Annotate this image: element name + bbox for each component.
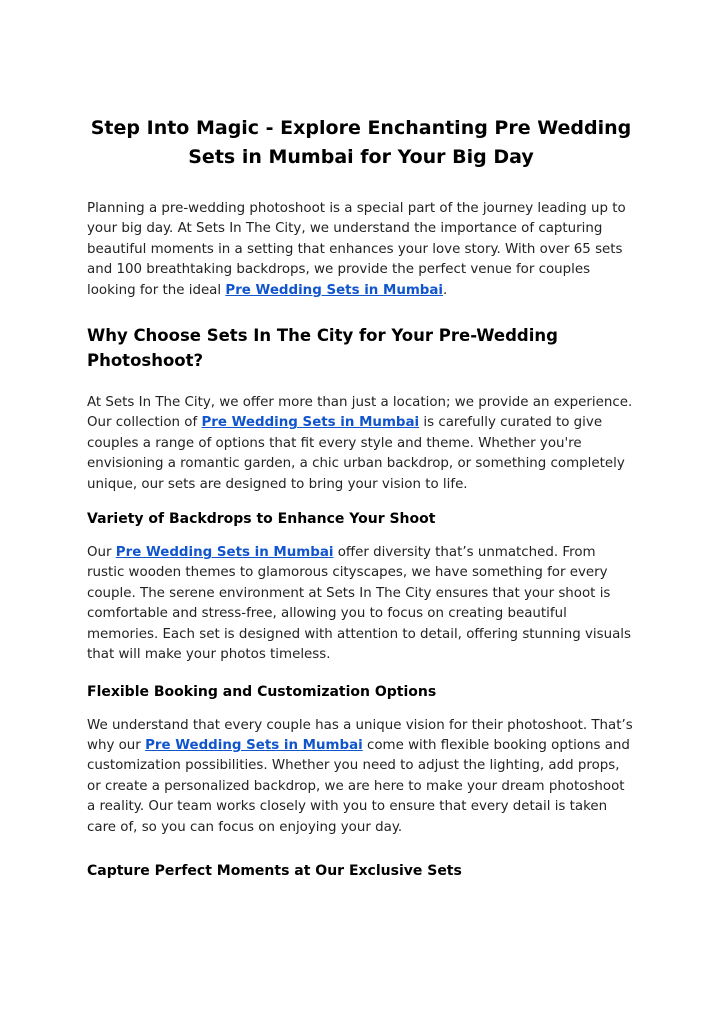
flexible-paragraph	[87, 716, 635, 838]
intro-text: Planning a pre-wedding photoshoot is a special part of the journey leading up to your big day. At Sets In The City, we understand the importance of capturing beautiful moments in a setting that enhances your love story. With over 65 sets and 100 breathtaking backdrops, we provide the perfect venue for couples looking for the ideal	[87, 201, 626, 298]
why-choose-text: At Sets In The City, we offer more than just a location; we provide an experience. Our collection of	[87, 395, 633, 431]
why-choose-heading: Why Choose Sets In The City for Your Pre-Wedding Photoshoot?	[87, 326, 558, 371]
variety-section	[87, 509, 635, 665]
variety-heading: Variety of Backdrops to Enhance Your Shoot	[87, 511, 436, 528]
intro-section	[87, 199, 635, 301]
variety-text: Our	[87, 545, 116, 561]
intro-text-end: .	[443, 282, 448, 298]
why-choose-section	[87, 323, 635, 495]
variety-paragraph	[87, 543, 635, 665]
pre-wedding-sets-link[interactable]: Pre Wedding Sets in Mumbai	[115, 545, 334, 561]
flexible-text: We understand that every couple has a unique vision for their photoshoot. That’s why our	[87, 717, 633, 753]
intro-paragraph	[87, 199, 635, 301]
flexible-section	[87, 682, 635, 838]
flexible-text-end: come with flexible booking options and customization possibilities. Whether you need to adjust the lighting, add props, or create a personalized backdrop, we are here to make your dream photoshoot a reality. Our team works closely with you to ensure that every detail is taken care of, so you can focus on enjoying your day.	[87, 737, 630, 835]
document-page	[87, 114, 635, 895]
pre-wedding-sets-link[interactable]: Pre Wedding Sets in Mumbai	[225, 282, 444, 298]
why-choose-paragraph	[87, 393, 635, 495]
why-choose-text-end: is carefully curated to give couples a range of options that fit every style and theme. Whether you're envisioning a romantic garden, a chic urban backdrop, or something completely unique, our sets are designed to bring your vision to life.	[87, 415, 625, 492]
pre-wedding-sets-link[interactable]: Pre Wedding Sets in Mumbai	[201, 415, 420, 431]
variety-text-end: offer diversity that’s unmatched. From rustic wooden themes to glamorous cityscapes, we have something for every couple. The serene environment at Sets In The City ensures that your shoot is comfortable and stress-free, allowing you to focus on creating beautiful memories. Each set is designed with attention to detail, offering stunning visuals that will make your photos timeless.	[87, 545, 631, 663]
pre-wedding-sets-link[interactable]: Pre Wedding Sets in Mumbai	[145, 737, 363, 753]
document-title: Step Into Magic - Explore Enchanting Pre Wedding Sets in Mumbai for Your Big Day	[90, 117, 632, 168]
flexible-heading: Flexible Booking and Customization Options	[87, 683, 437, 700]
capture-section	[87, 861, 635, 881]
capture-heading: Capture Perfect Moments at Our Exclusive Sets	[87, 862, 462, 879]
